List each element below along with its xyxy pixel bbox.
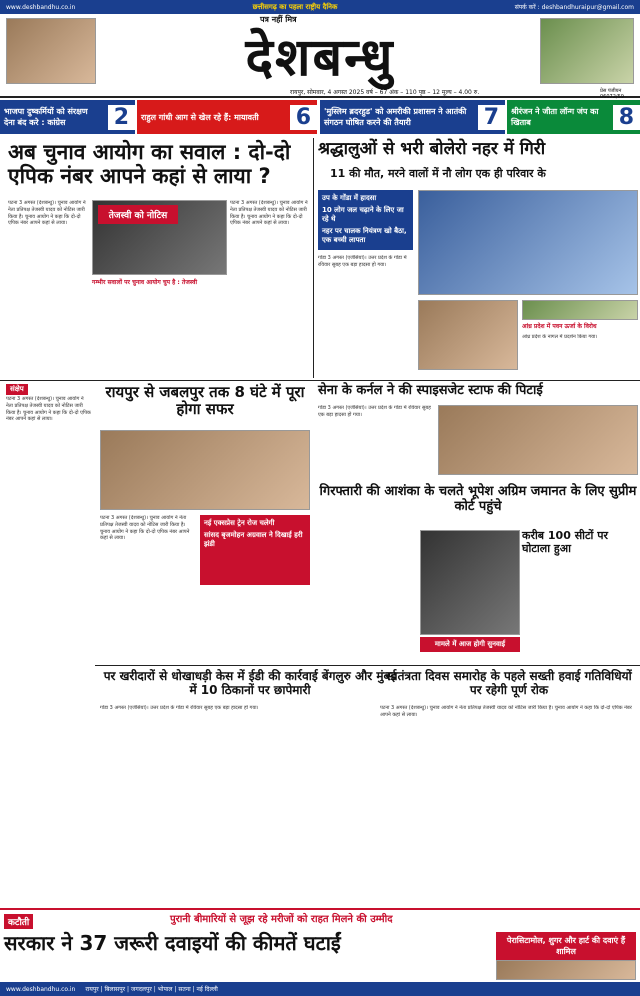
- athlete-photo-right: [540, 18, 634, 84]
- tagline-top: छत्तीसगढ़ का पहला राष्ट्रीय दैनिक: [252, 2, 338, 11]
- horizontal-rule-2: [95, 665, 640, 666]
- story8-body: गोंडा 3 अगस्त (एजेंसियां)। उत्तर प्रदेश के गोंडा में रविवार सुबह एक बड़ा हादसा हो गया।: [100, 705, 259, 711]
- bottom-headline: सरकार ने 37 जरूरी दवाइयों की कीमतें घटाईं: [4, 931, 341, 955]
- masthead-motto: पत्र नहीं मित्र: [260, 15, 297, 24]
- teaser-3[interactable]: 'मुस्लिम ब्रदरहुड' को अमरीकी प्रशासन ने आतंकी संगठन घोषित करने की तैयारी 7: [320, 100, 505, 134]
- story4-photo: [100, 430, 310, 510]
- top-bar: [0, 0, 640, 14]
- section-label: संक्षेप: [6, 384, 28, 395]
- story2-body: गोंडा 3 अगस्त (एजेंसियां)। उत्तर प्रदेश के गोंडा में रविवार सुबह एक बड़ा हादसा हो गया।: [318, 255, 407, 268]
- story4-headline: रायपुर से जबलपुर तक 8 घंटे में पूरा होगा सफर: [105, 383, 305, 419]
- story3-photo: [522, 300, 638, 320]
- bottom-photo: [496, 960, 636, 980]
- story1-headline: अब चुनाव आयोग का सवाल : दो-दो एपिक नंबर आपने कहां से लाया ?: [8, 140, 291, 189]
- footer-site[interactable]: www.deshbandhu.co.in: [6, 985, 76, 993]
- story6-headline: गिरफ्तारी की आशंका के चलते भूपेश अग्रिम जमानत के लिए सुप्रीम कोर्ट पहुंचे: [319, 484, 637, 514]
- bottom-label: कटौती: [4, 914, 33, 929]
- column-divider: [313, 138, 314, 378]
- portrait-photo-left: [6, 18, 96, 84]
- footer-cities: रायपुर | बिलासपुर | जगदलपुर | भोपाल | सतना | नई दिल्ली: [85, 986, 218, 993]
- story4-bullets: नई एक्सप्रेस ट्रेन रोज चलेगी सांसद बृजमोहन अग्रवाल ने दिखाई हरी झंडी: [200, 515, 310, 585]
- story1-col3: पटना 3 अगस्त (देशबन्धु)। चुनाव आयोग ने नेता प्रतिपक्ष तेजस्वी यादव को नोटिस जारी किया है। चुनाव आयोग ने कहा कि दो-दो एपिक नंबर आपने कहां से लाया।: [230, 200, 308, 227]
- story1-body: पटना 3 अगस्त (देशबन्धु)। चुनाव आयोग ने नेता प्रतिपक्ष तेजस्वी यादव को नोटिस जारी किया है। चुनाव आयोग ने कहा कि दो-दो एपिक नंबर आपने कहां से लाया।: [8, 200, 86, 227]
- teaser-2[interactable]: राहुल गांधी आग से खेल रहे हैं: मायावती 6: [137, 100, 317, 134]
- story3-body: आंध्र प्रदेश के नागल में प्रदर्शन किया गया।: [522, 334, 598, 340]
- horizontal-rule: [0, 380, 640, 381]
- story2-photo-2: [418, 300, 518, 370]
- story5-photo: [438, 405, 638, 475]
- dateline: रायपुर, सोमवार, 4 अगस्त 2025 वर्ष – 67 अंक – 110 पृष्ठ – 12 मूल्य – 4.00 रु.: [290, 89, 480, 96]
- story6-photo: [420, 530, 520, 635]
- bottom-kicker: पुरानी बीमारियों से जूझ रहे मरीजों को राहत मिलने की उम्मीद: [170, 914, 393, 925]
- story1-photo-label: तेजस्वी को नोटिस: [98, 205, 178, 224]
- newspaper-logo: देशबन्धु: [245, 27, 395, 88]
- story2-subheadline: 11 की मौत, मरने वालों में नौ लोग एक ही परिवार के: [330, 167, 546, 180]
- bottom-side: पेरासिटामोल, शुगर और हार्ट की दवाएं हैं शामिल: [496, 932, 636, 960]
- teaser-1[interactable]: भाजपा दुष्कर्मियों को संरक्षण देना बंद करे : कांग्रेस 2: [0, 100, 135, 134]
- masthead: [0, 14, 640, 98]
- teaser-4[interactable]: श्रीरंजन ने जीता लॉन्ग जंप का खिताब 8: [507, 100, 640, 134]
- story9-headline: स्वतंत्रता दिवस समारोह के पहले सख्ती हवाई गतिविधियों पर रहेगी पूर्ण रोक: [386, 669, 632, 697]
- story2-bullets: उप के गोंडा में हादसा 10 लोग जल चढ़ाने के लिए जा रहे थे नहर पर चालक नियंत्रण खो बैठा, एक बच्ची लापता: [318, 190, 413, 250]
- story2-headline: श्रद्धालुओं से भरी बोलेरो नहर में गिरी: [318, 139, 546, 159]
- story3-caption: आंध्र प्रदेश में पवन ऊर्जा के विरोध: [522, 323, 597, 330]
- story9-body: पटना 3 अगस्त (देशबन्धु)। चुनाव आयोग ने नेता प्रतिपक्ष तेजस्वी यादव को नोटिस जारी किया है। चुनाव आयोग ने कहा कि दो-दो एपिक नंबर आपने कहां से लाया।: [380, 705, 632, 718]
- story4-body: पटना 3 अगस्त (देशबन्धु)। चुनाव आयोग ने नेता प्रतिपक्ष तेजस्वी यादव को नोटिस जारी किया है। चुनाव आयोग ने कहा कि दो-दो एपिक नंबर आपने कहां से लाया।: [100, 515, 190, 542]
- story6-caption: मामले में आज होगी सुनवाई: [420, 637, 520, 652]
- story8-headline: पर खरीदारों से धोखाधड़ी केस में ईडी की कार्रवाई बेंगलुरु और मुंबई में 10 ठिकानों पर छापेमारी: [103, 669, 397, 697]
- registration-number: प्रेस पंजीयन 06072/59: [600, 88, 624, 100]
- contact-info: संपर्क करें : deshbandhuraipur@gmail.com: [514, 4, 634, 11]
- story5-body: गोंडा 3 अगस्त (एजेंसियां)। उत्तर प्रदेश के गोंडा में रविवार सुबह एक बड़ा हादसा हो गया।: [318, 405, 431, 418]
- story5-headline: सेना के कर्नल ने की स्पाइसजेट स्टाफ की पिटाई: [318, 383, 543, 398]
- story2-photo: [418, 190, 638, 295]
- story7-headline: करीब 100 सीटों पर घोटाला हुआ: [522, 529, 608, 555]
- brief-column: पटना 3 अगस्त (देशबन्धु)। चुनाव आयोग ने नेता प्रतिपक्ष तेजस्वी यादव को नोटिस जारी किया है। चुनाव आयोग ने कहा कि दो-दो एपिक नंबर आपने कहां से लाया।: [6, 396, 91, 423]
- footer: [0, 982, 640, 996]
- story1-subhead: गम्भीर सवालों पर चुनाव आयोग चुप है : तेजस्वी: [92, 279, 198, 286]
- bottom-story: [0, 908, 640, 980]
- site-url[interactable]: www.deshbandhu.co.in: [6, 3, 76, 11]
